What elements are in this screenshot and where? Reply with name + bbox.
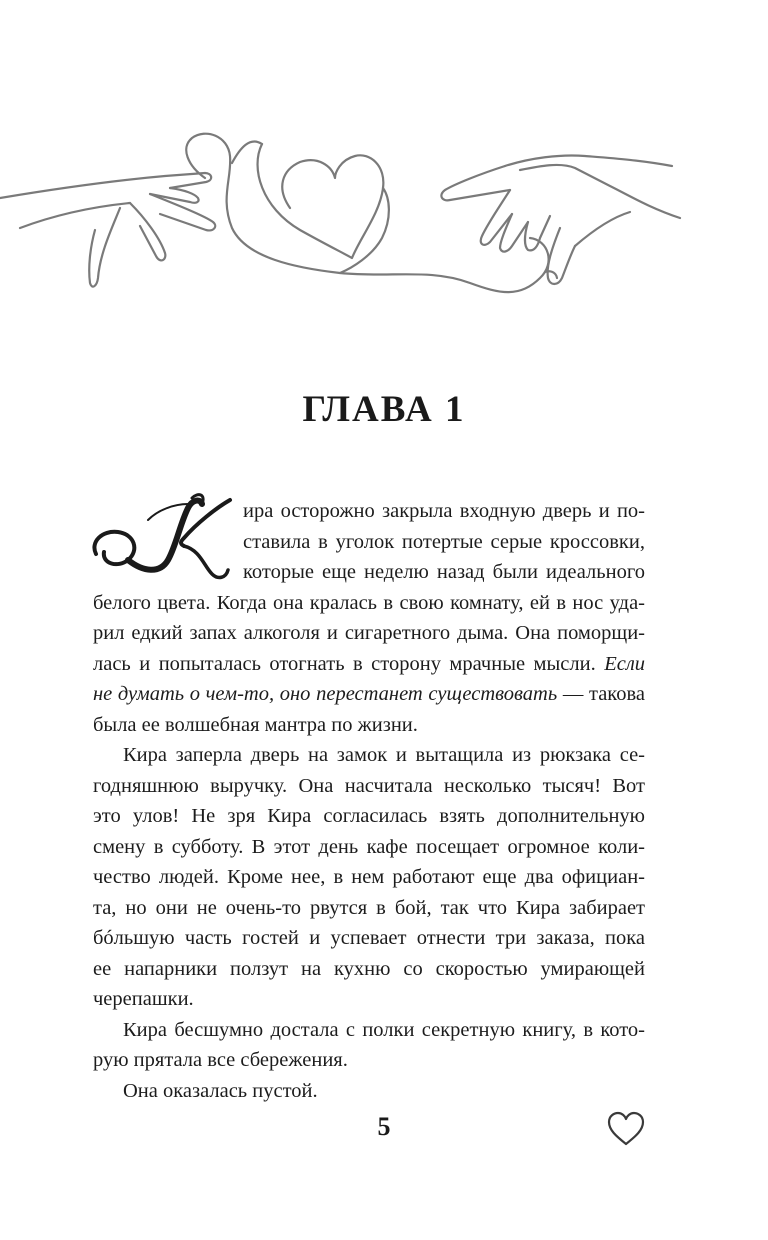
text-line: ира осторожно закрыла входную дверь и по- xyxy=(243,500,645,522)
text-line xyxy=(93,679,645,710)
page-number: 5 xyxy=(377,1112,391,1141)
text-line: это улов! Не зря Кира согласилась взять дополнительную xyxy=(93,805,645,827)
text-line: белого цвета. Когда она кралась в свою комнату, ей в нос уда- xyxy=(93,591,645,614)
hands-heart-illustration xyxy=(0,118,768,318)
text-line xyxy=(93,649,645,680)
paragraph xyxy=(93,496,645,740)
paragraph xyxy=(93,1015,645,1076)
text-line: ставила в уголок потертые серые кроссовки, xyxy=(243,530,645,553)
italic-text: не думать о чем-то, оно перестанет существовать xyxy=(93,683,558,705)
text-line: та, но они не очень-то рвутся в бой, так что Кира забирает xyxy=(93,896,645,919)
chapter-text xyxy=(93,496,645,1106)
paragraph xyxy=(93,740,645,1015)
heart-icon xyxy=(606,1110,646,1148)
text-line: рил едкий запах алкоголя и сигаретного дыма. Она поморщи- xyxy=(93,622,645,644)
italic-text: Если xyxy=(604,652,646,675)
text-line: бóльшую часть гостей и успевает отнести три заказа, пока xyxy=(93,927,645,949)
text-segment: — такова xyxy=(557,683,645,705)
text-line: рую прятала все сбережения. xyxy=(93,1049,348,1071)
text-line: Кира бесшумно достала с полки секретную книгу, в кото- xyxy=(123,1018,645,1041)
text-line: годняшнюю выручку. Она насчитала несколько тысяч! Вот xyxy=(93,774,645,797)
text-line: чество людей. Кроме нее, в нем работают еще два официан- xyxy=(93,866,645,888)
text-line: смену в субботу. В этот день кафе посещает огромное коли- xyxy=(93,835,645,858)
text-line: Она оказалась пустой. xyxy=(123,1079,318,1102)
text-line: которые еще неделю назад были идеального xyxy=(243,561,645,583)
text-line: черепашки. xyxy=(93,988,194,1010)
text-line: была ее волшебная мантра по жизни. xyxy=(93,713,418,736)
text-line: ее напарники ползут на кухню со скоростью умирающей xyxy=(93,957,645,980)
paragraph xyxy=(93,1076,645,1107)
text-line: Кира заперла дверь на замок и вытащила из рюкзака се- xyxy=(123,744,645,766)
text-segment: лась и попыталась отогнать в сторону мрачные мысли. xyxy=(93,652,596,675)
chapter-title: ГЛАВА 1 xyxy=(302,389,466,430)
